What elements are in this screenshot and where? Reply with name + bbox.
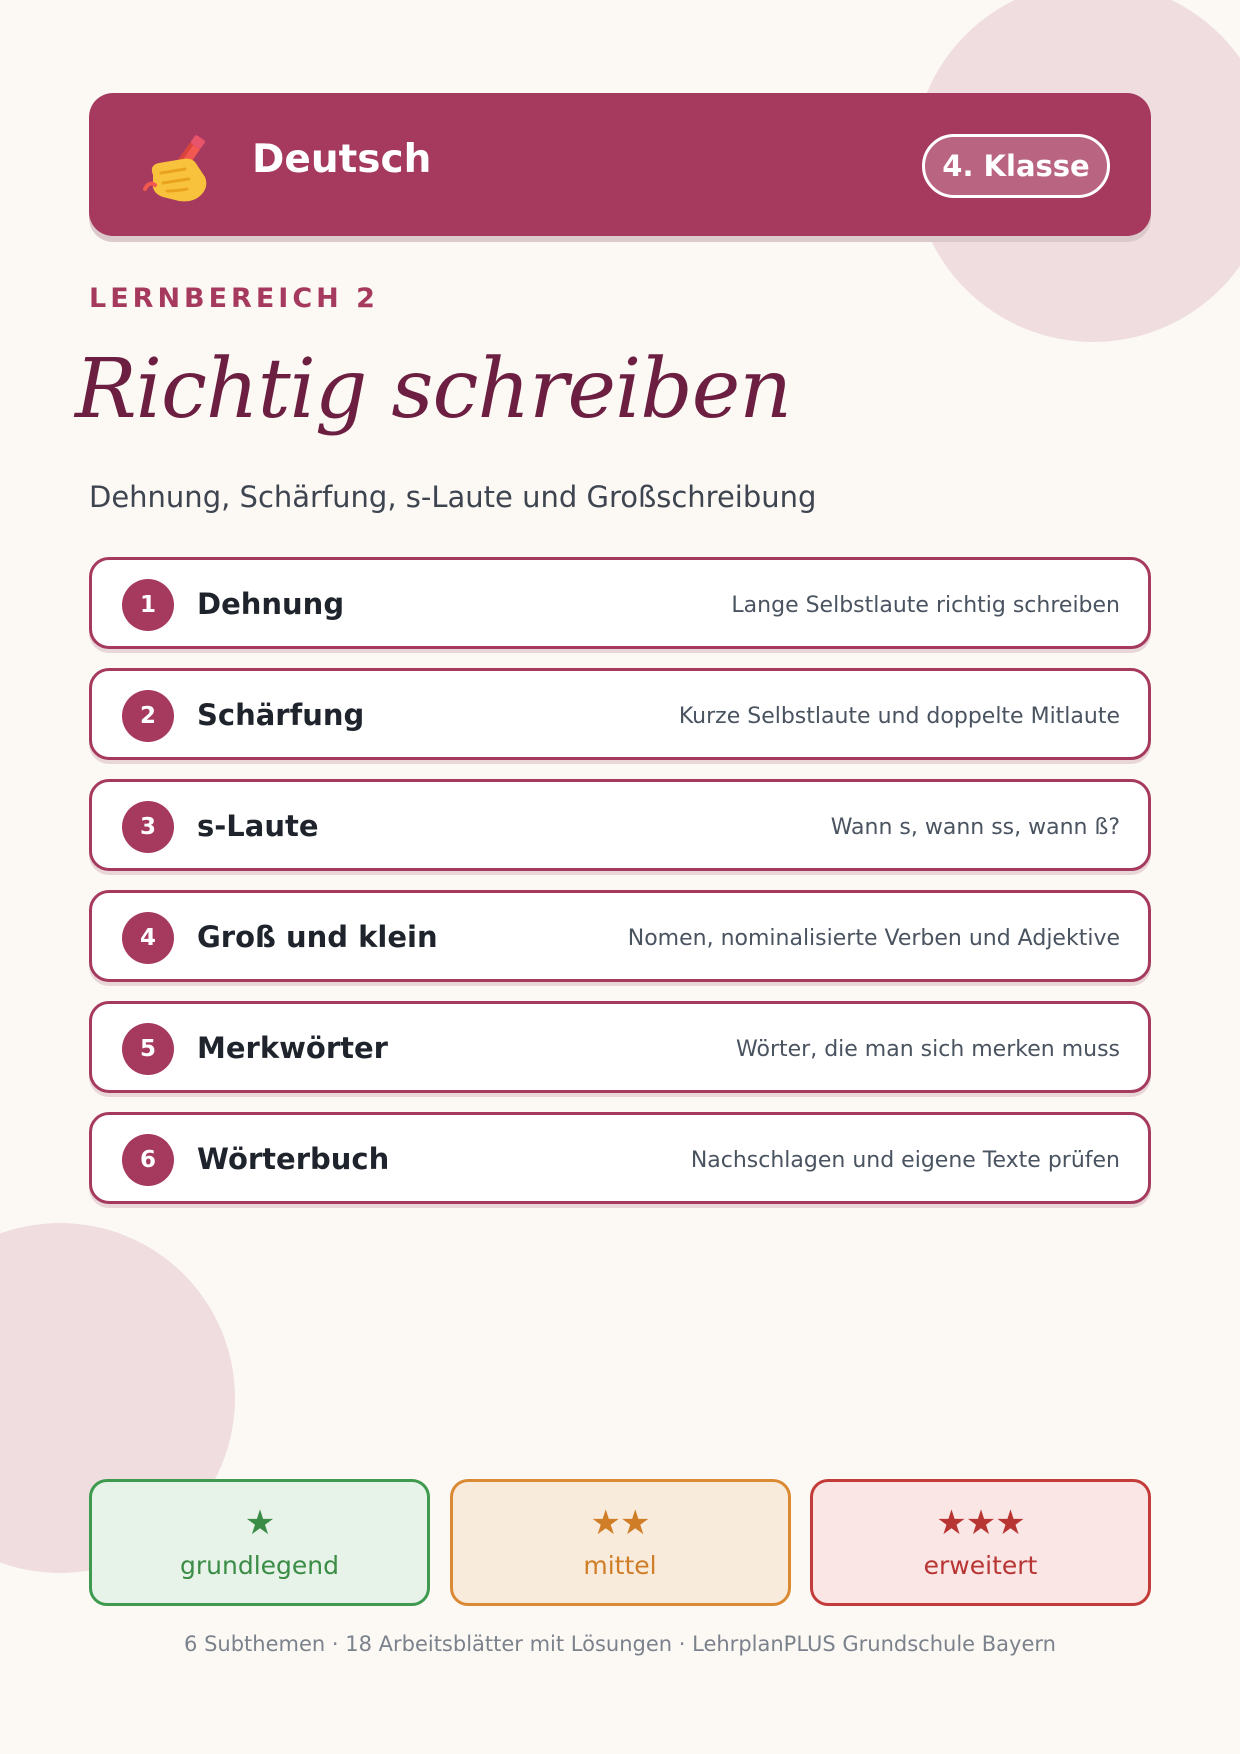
topic-item-schaerfung[interactable]	[89, 668, 1151, 760]
topic-number-badge: 6	[122, 1134, 174, 1186]
page-subtitle: Dehnung, Schärfung, s-Laute und Großschreibung	[89, 480, 817, 514]
star-icon: ★★★	[936, 1503, 1025, 1544]
subject-title: Deutsch	[252, 137, 432, 182]
topic-title: Wörterbuch	[197, 1142, 390, 1176]
topic-item-woerterbuch[interactable]	[89, 1112, 1151, 1204]
topic-number-badge: 2	[122, 690, 174, 742]
topic-description: Nomen, nominalisierte Verben und Adjektive	[627, 926, 1120, 951]
level-card-erweitert	[810, 1479, 1151, 1606]
star-icon: ★	[244, 1503, 275, 1544]
topic-description: Wörter, die man sich merken muss	[736, 1037, 1120, 1062]
topic-item-gross-und-klein[interactable]	[89, 890, 1151, 982]
level-label: erweitert	[923, 1550, 1038, 1580]
topic-description: Wann s, wann ss, wann ß?	[830, 815, 1120, 840]
level-card-mittel	[450, 1479, 791, 1606]
level-label: grundlegend	[180, 1550, 339, 1580]
topic-number-badge: 3	[122, 801, 174, 853]
topic-number-badge: 1	[122, 579, 174, 631]
writing-hand-icon	[139, 129, 219, 209]
topic-list	[89, 557, 1151, 1223]
topic-title: Merkwörter	[197, 1031, 388, 1065]
star-icon: ★★	[590, 1503, 650, 1544]
topic-number-badge: 4	[122, 912, 174, 964]
topic-title: Schärfung	[197, 698, 365, 732]
grade-badge: 4. Klasse	[922, 134, 1110, 198]
topic-title: s-Laute	[197, 809, 319, 843]
difficulty-legend	[89, 1479, 1151, 1606]
footer-note: 6 Subthemen · 18 Arbeitsblätter mit Lösungen · LehrplanPLUS Grundschule Bayern	[184, 1632, 1056, 1656]
topic-description: Lange Selbstlaute richtig schreiben	[731, 593, 1120, 618]
subject-header	[89, 93, 1151, 236]
topic-item-dehnung[interactable]	[89, 557, 1151, 649]
page-title: Richtig schreiben	[75, 342, 792, 437]
topic-description: Kurze Selbstlaute und doppelte Mitlaute	[678, 704, 1120, 729]
level-card-grundlegend	[89, 1479, 430, 1606]
section-eyebrow: LERNBEREICH 2	[89, 283, 379, 314]
topic-number-badge: 5	[122, 1023, 174, 1075]
topic-item-merkwoerter[interactable]	[89, 1001, 1151, 1093]
level-label: mittel	[583, 1550, 657, 1580]
topic-title: Dehnung	[197, 587, 345, 621]
topic-description: Nachschlagen und eigene Texte prüfen	[690, 1148, 1120, 1173]
topic-item-s-laute[interactable]	[89, 779, 1151, 871]
topic-title: Groß und klein	[197, 920, 438, 954]
